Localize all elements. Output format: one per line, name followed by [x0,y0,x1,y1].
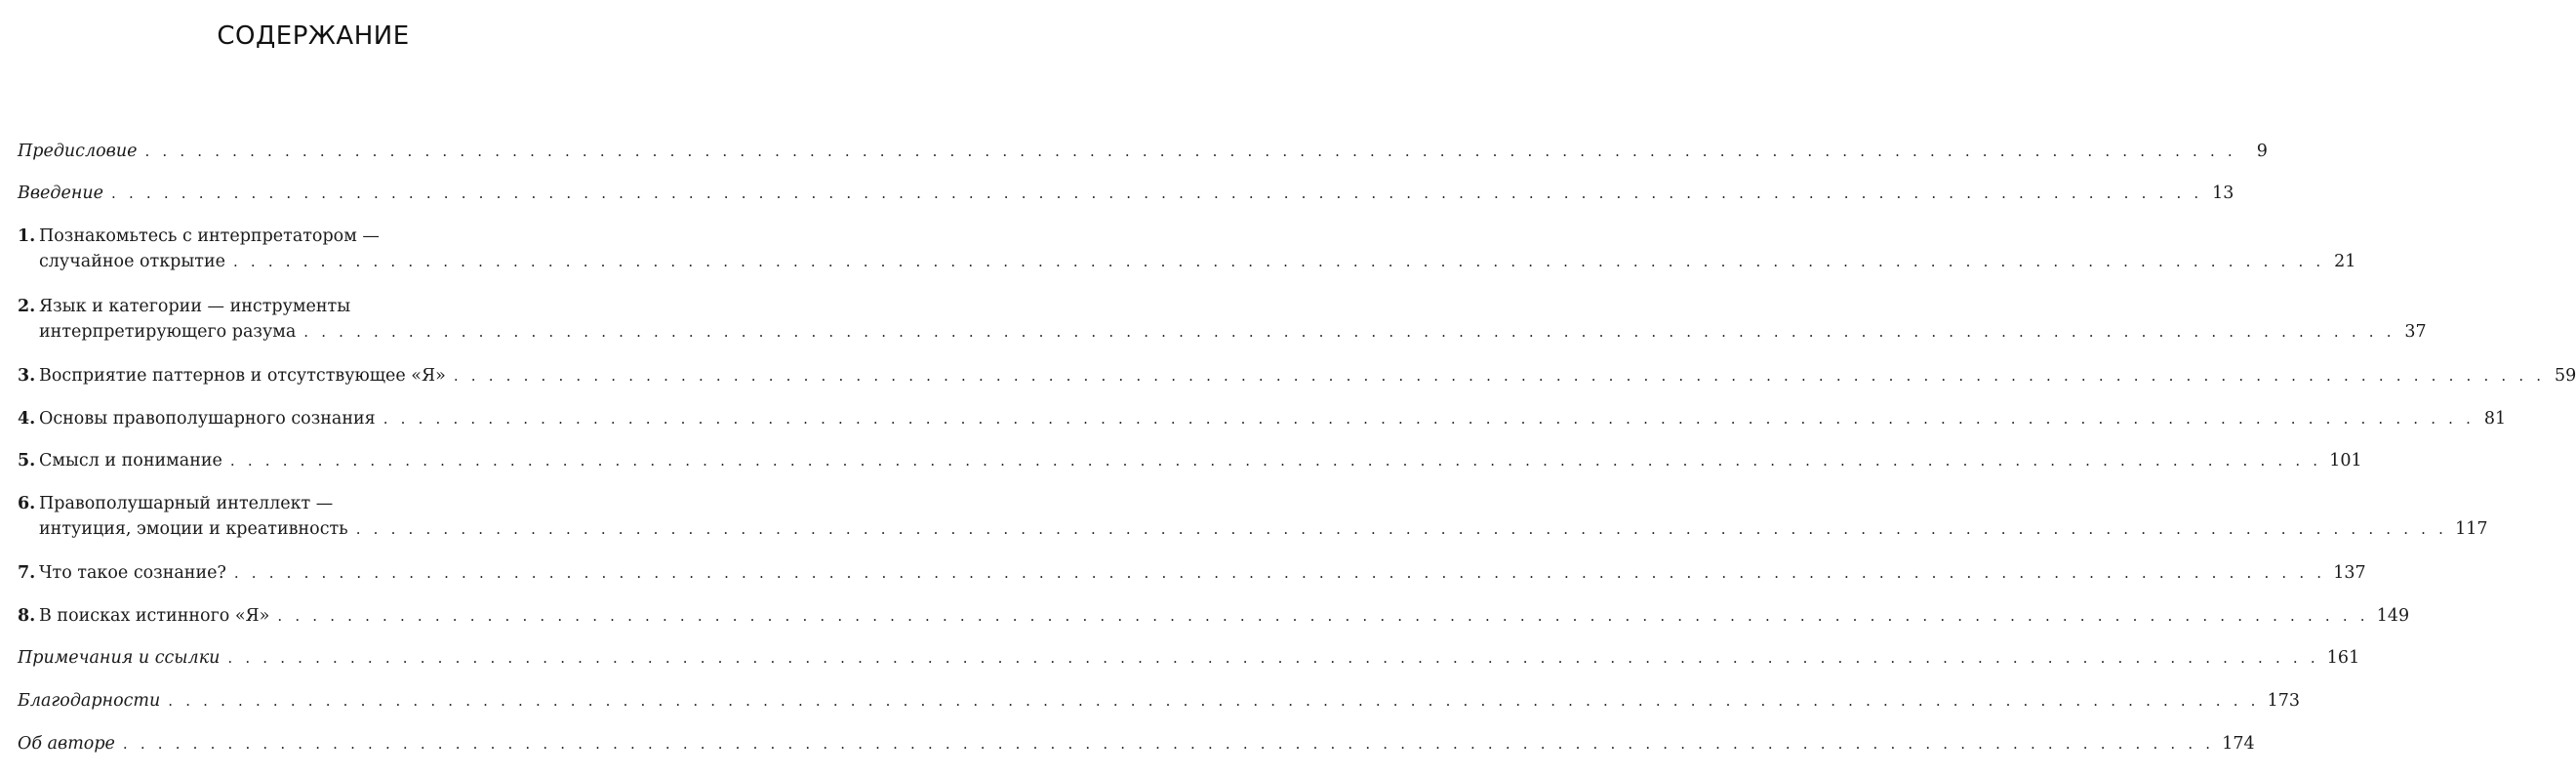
toc-entry-title: интуиция, эмоции и креативность [39,519,348,539]
chapter-number: 7. [18,563,36,583]
toc-entry-line [18,560,2366,586]
toc-entry-line [18,181,2234,206]
dot-leader: . . . . . . . . . . . . . . . . . . . . . . . . . . . . . . . . . . . . . . . . . . . . . . . . . . . . . . . . . . . . . . . . . . . . . . . . . . . . . . . . . . . . . . . . . . . . . . . . . . . . . . . . . . . . . . . . . . . . . . . . [453,367,2546,385]
toc-entry-title: Предисловие [18,142,138,161]
toc-entry-line [18,516,2488,542]
toc-entry-line [18,224,590,249]
dot-leader: . . . . . . . . . . . . . . . . . . . . . . . . . . . . . . . . . . . . . . . . . . . . . . . . . . . . . . . . . . . . . . . . . . . . . . . . . . . . . . . . . . . . . . . . . . . . . . . . . . . . . . . . . . . . . . . . . . . . . . . . [233,253,2325,270]
toc-entry-title: Основы правополушарного сознания [39,409,376,429]
chapter-number: 8. [18,606,36,626]
dot-leader: . . . . . . . . . . . . . . . . . . . . . . . . . . . . . . . . . . . . . . . . . . . . . . . . . . . . . . . . . . . . . . . . . . . . . . . . . . . . . . . . . . . . . . . . . . . . . . . . . . . . . . . . . . . . . . . . . . . . . . . . [111,184,2203,202]
page-title: СОДЕРЖАНИЕ [217,21,410,51]
toc-entry-title: случайное открытие [39,252,225,271]
page-number: 173 [2267,691,2301,711]
toc-entry[interactable] [18,645,2360,671]
dot-leader: . . . . . . . . . . . . . . . . . . . . . . . . . . . . . . . . . . . . . . . . . . . . . . . . . . . . . . . . . . . . . . . . . . . . . . . . . . . . . . . . . . . . . . . . . . . . . . . . . . . . . . . . . . . . . . . . . . . . . . . . [303,323,2395,341]
page-number: 101 [2329,451,2362,470]
toc-entry-line [18,294,590,319]
dot-leader: . . . . . . . . . . . . . . . . . . . . . . . . . . . . . . . . . . . . . . . . . . . . . . . . . . . . . . . . . . . . . . . . . . . . . . . . . . . . . . . . . . . . . . . . . . . . . . . . . . . . . . . . . . . . . . . . . . . . . . . . [229,452,2322,470]
toc-entry-line [18,491,590,516]
toc-entry[interactable] [18,294,2427,345]
toc-entry[interactable] [18,181,2234,206]
toc-entry-line [18,448,2362,473]
toc-entry[interactable] [18,139,2268,164]
toc-entry-line [18,363,2576,388]
toc-entry[interactable] [18,363,2576,388]
page-number: 13 [2212,184,2234,203]
page-number: 59 [2554,366,2576,386]
page-number: 161 [2326,648,2360,668]
toc-entry-title: Правополушарный интеллект — [39,494,334,513]
dot-leader: . . . . . . . . . . . . . . . . . . . . . . . . . . . . . . . . . . . . . . . . . . . . . . . . . . . . . . . . . . . . . . . . . . . . . . . . . . . . . . . . . . . . . . . . . . . . . . . . . . . . . . . . . . . . . . . . . . . . . . . . [122,735,2215,753]
dot-leader: . . . . . . . . . . . . . . . . . . . . . . . . . . . . . . . . . . . . . . . . . . . . . . . . . . . . . . . . . . . . . . . . . . . . . . . . . . . . . . . . . . . . . . . . . . . . . . . . . . . . . . . . . . . . . . . . . . . . . . . . [227,649,2319,667]
toc-entry-title: Что такое сознание? [39,563,226,583]
page-number: 81 [2483,409,2507,429]
toc-entry[interactable] [18,603,2410,629]
page-number: 9 [2256,142,2268,161]
toc-entry-line [18,319,2427,345]
page-number: 117 [2455,519,2488,539]
dot-leader: . . . . . . . . . . . . . . . . . . . . . . . . . . . . . . . . . . . . . . . . . . . . . . . . . . . . . . . . . . . . . . . . . . . . . . . . . . . . . . . . . . . . . . . . . . . . . . . . . . . . . . . . . . . . . . . . . . . . . . . . [382,410,2475,428]
toc-entry-title: Благодарности [18,691,161,711]
toc-entry-title: В поисках истинного «Я» [39,606,270,626]
dot-leader: . . . . . . . . . . . . . . . . . . . . . . . . . . . . . . . . . . . . . . . . . . . . . . . . . . . . . . . . . . . . . . . . . . . . . . . . . . . . . . . . . . . . . . . . . . . . . . . . . . . . . . . . . . . . . . . . . . . . . . . . [355,520,2448,538]
toc-entry[interactable] [18,448,2362,473]
chapter-number: 3. [18,366,36,386]
page-number: 137 [2333,563,2366,583]
chapter-number: 4. [18,409,36,429]
page-number: 174 [2222,734,2255,754]
page-number: 37 [2404,322,2427,342]
toc-entry-line [18,603,2410,629]
dot-leader: . . . . . . . . . . . . . . . . . . . . . . . . . . . . . . . . . . . . . . . . . . . . . . . . . . . . . . . . . . . . . . . . . . . . . . . . . . . . . . . . . . . . . . . . . . . . . . . . . . . . . . . . . . . . . . . . . . . . . . . . [277,607,2369,625]
dot-leader: . . . . . . . . . . . . . . . . . . . . . . . . . . . . . . . . . . . . . . . . . . . . . . . . . . . . . . . . . . . . . . . . . . . . . . . . . . . . . . . . . . . . . . . . . . . . . . . . . . . . . . . . . . . . . . . . . . . . . . . . [168,692,2260,710]
toc-entry-line [18,688,2301,714]
page-number: 149 [2376,606,2410,626]
toc-entry-title: Язык и категории — инструменты [39,297,351,316]
chapter-number: 2. [18,297,36,316]
chapter-number: 6. [18,494,36,513]
toc-entry-title: интерпретирующего разума [39,322,297,342]
dot-leader: . . . . . . . . . . . . . . . . . . . . . . . . . . . . . . . . . . . . . . . . . . . . . . . . . . . . . . . . . . . . . . . . . . . . . . . . . . . . . . . . . . . . . . . . . . . . . . . . . . . . . . . . . . . . . . . . . . . . . . . . [233,564,2326,582]
chapter-number: 5. [18,451,36,470]
toc-entry[interactable] [18,224,2356,274]
toc-entry-title: Смысл и понимание [39,451,222,470]
toc-entry[interactable] [18,560,2366,586]
toc-entry[interactable] [18,406,2507,431]
toc-entry-line [18,406,2507,431]
chapter-number: 1. [18,226,36,246]
toc-entry-title: Примечания и ссылки [18,648,221,668]
toc-entry-line [18,139,2268,164]
toc-entry-title: Восприятие паттернов и отсутствующее «Я» [39,366,446,386]
toc-entry[interactable] [18,491,2488,542]
toc-entry[interactable] [18,731,2255,757]
toc-entry-title: Об авторе [18,734,115,754]
toc-entry-line [18,731,2255,757]
toc-entry-line [18,645,2360,671]
toc-entry-title: Познакомьтесь с интерпретатором — [39,226,380,246]
toc-entry-line [18,249,2356,274]
toc-entry-title: Введение [18,184,104,203]
dot-leader: . . . . . . . . . . . . . . . . . . . . . . . . . . . . . . . . . . . . . . . . . . . . . . . . . . . . . . . . . . . . . . . . . . . . . . . . . . . . . . . . . . . . . . . . . . . . . . . . . . . . . . . . . . . . . . . . . . . . . . . . [144,143,2236,160]
page-number: 21 [2334,252,2356,271]
toc-entry[interactable] [18,688,2301,714]
